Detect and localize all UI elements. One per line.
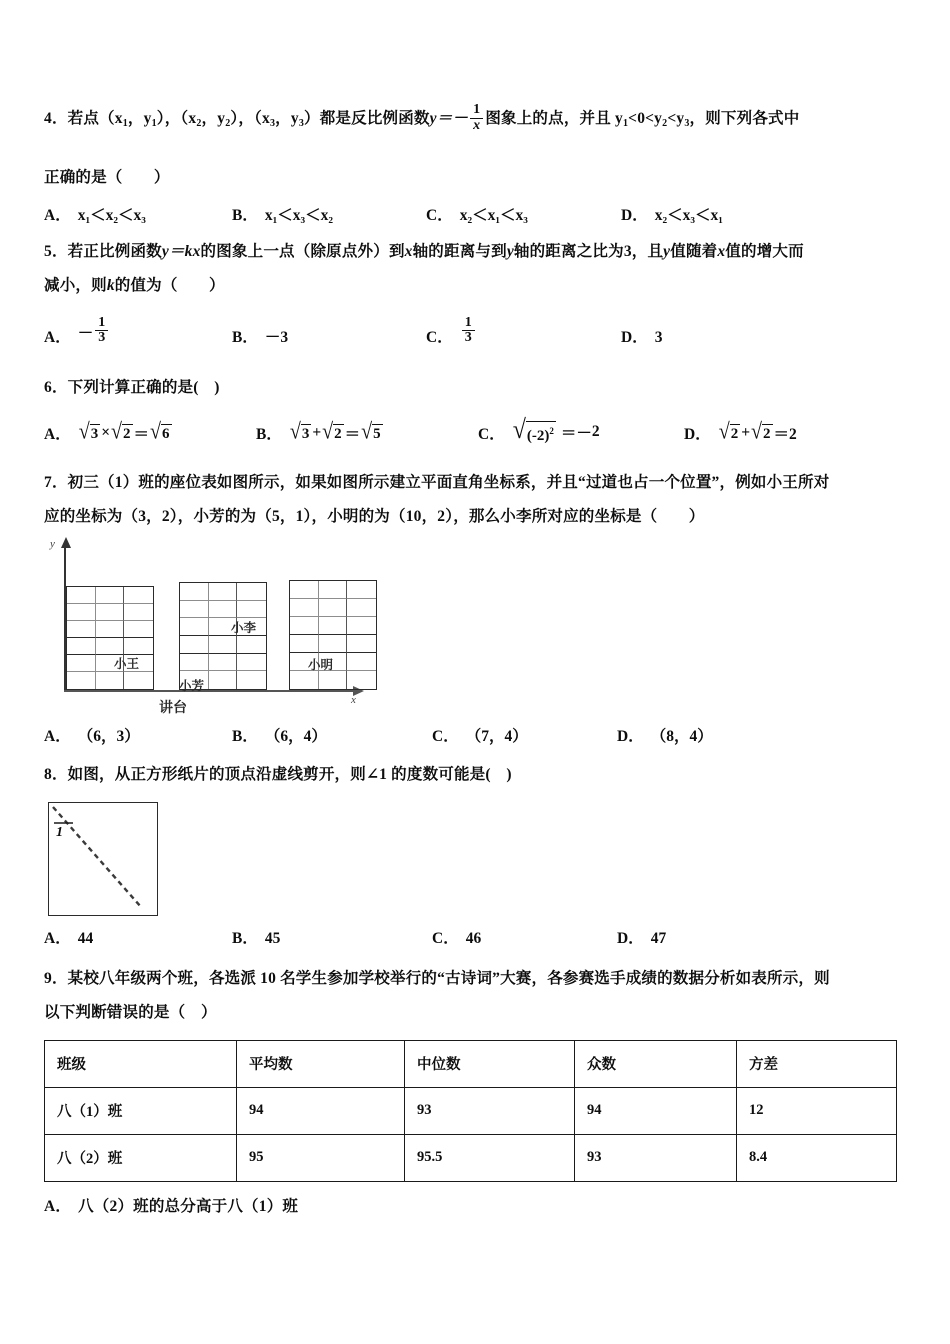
seat-cell	[209, 583, 238, 601]
x-axis-label: x	[351, 693, 356, 706]
q4-fraction	[470, 103, 483, 133]
q5-option-c-fraction	[462, 316, 475, 346]
sqrt-icon-a2: √ 2	[111, 419, 131, 445]
sqrt-icon-c1: √ $(-2)^2$	[512, 415, 554, 445]
q4-sub-6: 3	[298, 117, 305, 129]
q4-text-a: 4．若点（x	[44, 110, 123, 127]
q5-l2-seg-2: k	[106, 276, 115, 294]
q9-option-a-text: 八（2）班的总分高于八（1）班	[78, 1197, 299, 1215]
y-axis-label: y	[50, 537, 55, 550]
seat-cell	[237, 671, 266, 689]
q5-option-a-sign: －	[77, 324, 94, 342]
q4-text-d1: ），（x	[230, 110, 270, 127]
seat-cell	[237, 636, 266, 654]
q5-option-d-label: D．	[621, 328, 648, 346]
q7-option-a-label: A．	[44, 727, 71, 745]
seat-cell	[124, 621, 153, 638]
seat-cell	[124, 604, 153, 621]
q6-c-eq: ＝－	[560, 425, 592, 443]
table-header-mode: 众数	[575, 1040, 737, 1087]
q5-c-frac-numerator: 1	[464, 314, 472, 330]
cell-mean-2: 95	[237, 1134, 405, 1181]
question-9-stem-line2: 以下判断错误的是（ ）	[44, 1003, 217, 1021]
q6-option-b-label: B．	[256, 425, 282, 443]
seat-block-left	[66, 586, 154, 690]
seat-cell	[237, 601, 266, 619]
q7-option-c[interactable]	[432, 724, 617, 746]
q5-a-frac-denominator: 3	[95, 330, 108, 346]
seat-cell	[67, 604, 96, 621]
q7-option-c-label: C．	[432, 727, 459, 745]
q4-sub-7: 1	[622, 117, 629, 129]
q4-text-c1: ），（x	[156, 110, 197, 127]
q9-option-a-label: A．	[44, 1197, 72, 1215]
q4-option-a-label: A．	[44, 206, 71, 224]
question-6-stem: 6．下列计算正确的是( )	[44, 378, 220, 396]
q6-option-c-expr	[512, 415, 600, 445]
q8-option-a[interactable]	[44, 926, 232, 948]
q5-seg-13: 值的增大而	[725, 242, 804, 260]
q5-c-frac-denominator: 3	[462, 330, 475, 346]
q7-option-c-text: （7，4）	[465, 727, 528, 745]
q4-option-b-text: x₁＜x₃＜x₂	[264, 206, 334, 224]
table-header-variance: 方差	[737, 1040, 897, 1087]
seat-cell	[347, 671, 376, 689]
seat-cell	[180, 654, 209, 672]
q5-seg-11: 值随着	[670, 242, 718, 260]
seat-cell	[209, 654, 238, 672]
sqrt-icon-d2: √ 2	[751, 419, 771, 445]
seat-cell	[290, 671, 319, 689]
q6-option-b[interactable]	[256, 419, 478, 445]
q5-a-frac-numerator: 1	[98, 314, 106, 330]
q4-option-c[interactable]	[426, 203, 621, 225]
sqrt-icon-b3: √ 5	[361, 419, 381, 445]
q7-option-b-text: （6，4）	[264, 727, 327, 745]
sqrt-icon-a3: √ 6	[150, 419, 170, 445]
q6-option-a[interactable]	[44, 419, 256, 445]
q4-ineq-2: <y	[667, 110, 685, 127]
cell-class-1: 八（1）班	[45, 1087, 237, 1134]
q6-option-c[interactable]	[478, 415, 684, 445]
q6-option-a-expr	[78, 419, 173, 445]
question-9-stem-line1: 9．某校八年级两个班，各选派 10 名学生参加学校举行的“古诗词”大赛，各参赛选手成绩的数据分析如表所示，则	[44, 969, 830, 987]
q4-sub-9: 3	[684, 117, 690, 129]
seat-cell	[290, 617, 319, 635]
seat-cell	[209, 601, 238, 619]
question-4-stem-line2: 正确的是（ ）	[44, 168, 170, 186]
q5-option-b-label: B．	[232, 328, 258, 346]
table-row	[45, 1087, 897, 1134]
seat-cell	[319, 581, 348, 599]
cell-median-1: 93	[405, 1087, 575, 1134]
question-6-options	[44, 415, 906, 445]
q5-option-c-label: C．	[426, 328, 453, 346]
q6-c-rad-inner: (-2)	[526, 427, 550, 444]
q4-ineq-3: ，则下列各式中	[689, 110, 800, 127]
q4-after-func: 图象上的点，并且 y	[485, 110, 623, 127]
q8-option-b-label: B．	[232, 929, 258, 947]
q5-option-a[interactable]	[44, 314, 232, 347]
seat-cell	[96, 672, 125, 689]
seat-cell	[67, 587, 96, 604]
q6-b-eq: ＝	[344, 425, 361, 443]
seat-cell	[96, 587, 125, 604]
seat-cell	[319, 671, 348, 689]
question-5-options	[44, 314, 906, 347]
seat-label-xiaoming: 小明	[308, 657, 334, 672]
seat-cell	[347, 617, 376, 635]
q6-b-rad2: 2	[334, 425, 342, 442]
q6-a-rad1: 3	[90, 425, 99, 442]
q8-option-c-text: 46	[465, 929, 482, 947]
q4-text-e: ）都是反比例函数	[304, 110, 430, 127]
question-5-stem-line2	[44, 269, 906, 303]
seat-label-xiaofang: 小芳	[179, 678, 205, 693]
q6-d-op: +	[741, 423, 751, 441]
podium-label: 讲台	[159, 700, 187, 716]
q5-option-c[interactable]	[426, 314, 621, 347]
q7-option-b[interactable]	[232, 724, 432, 746]
cell-mean-1: 94	[237, 1087, 405, 1134]
q5-seg-10: y	[663, 242, 671, 260]
question-4-stem	[44, 96, 906, 147]
q8-option-c-label: C．	[432, 929, 459, 947]
q6-option-a-label: A．	[44, 425, 71, 443]
page-content	[44, 96, 906, 1224]
question-9-option-a[interactable]	[44, 1190, 906, 1224]
q6-option-d-expr	[718, 419, 797, 445]
cell-class-2: 八（2）班	[45, 1134, 237, 1181]
x-axis	[64, 690, 354, 692]
cut-dashed-line-svg	[49, 803, 159, 917]
q6-c-rad-exponent: 2	[549, 425, 554, 436]
q5-seg-1: 5．若正比例函数	[44, 242, 162, 260]
q4-sub-2: 1	[151, 117, 157, 129]
cell-median-2: 95.5	[405, 1134, 575, 1181]
q8-option-d[interactable]	[617, 926, 797, 948]
q4-sub-8: 2	[662, 117, 668, 129]
seat-cell	[347, 599, 376, 617]
q5-option-a-value	[77, 314, 111, 347]
q5-seg-9: ，且	[631, 242, 664, 260]
cell-variance-1: 12	[737, 1087, 897, 1134]
q4-option-b[interactable]	[232, 203, 426, 225]
seat-cell	[209, 671, 238, 689]
seat-cell	[96, 638, 125, 655]
q6-b-rad3: 5	[373, 425, 381, 442]
dashed-cut-line	[53, 807, 141, 907]
q4-text-b2: ，y	[201, 110, 226, 127]
seat-cell	[124, 638, 153, 655]
seat-cell	[180, 618, 209, 636]
seat-cell	[96, 604, 125, 621]
q8-option-d-text: 47	[650, 929, 667, 947]
cell-mode-1: 94	[575, 1087, 737, 1134]
q8-option-b-text: 45	[264, 929, 281, 947]
seat-cell	[180, 636, 209, 654]
q6-c-tail: 2	[591, 423, 600, 441]
question-5-stem-line1	[44, 235, 906, 269]
q4-sub-3: 2	[196, 117, 202, 129]
q4-option-c-text: x₂＜x₁＜x₃	[459, 206, 528, 224]
seat-cell	[319, 617, 348, 635]
seat-cell	[290, 581, 319, 599]
seat-cell	[347, 635, 376, 653]
q6-option-d-label: D．	[684, 425, 711, 443]
sqrt-icon-b2: √ 2	[322, 419, 342, 445]
seat-cell	[67, 638, 96, 655]
question-7-stem-line2: 应的坐标为（3，2），小芳的为（5，1），小明的为（10，2），那么小李所对应的坐标是（ ）	[44, 507, 705, 525]
q5-seg-5: 轴的距离与到	[412, 242, 507, 260]
q4-frac-numerator: 1	[473, 102, 481, 118]
q4-sub-1: 1	[122, 117, 128, 129]
table-header-row	[45, 1040, 897, 1087]
q7-option-a[interactable]	[44, 724, 232, 746]
q6-option-d[interactable]	[684, 419, 884, 445]
seat-cell	[180, 583, 209, 601]
cell-variance-2: 8.4	[737, 1134, 897, 1181]
q6-option-c-label: C．	[478, 425, 505, 443]
q4-func-prefix: y＝－	[429, 110, 469, 127]
seat-cell	[67, 655, 96, 672]
q4-option-d[interactable]	[621, 203, 801, 225]
q5-seg-2: y＝kx	[161, 242, 201, 260]
seat-cell	[319, 599, 348, 617]
seat-cell	[290, 635, 319, 653]
q7-option-a-text: （6，3）	[77, 727, 140, 745]
seat-cell	[124, 672, 153, 689]
q6-a-op: ×	[101, 423, 111, 441]
q4-sub-4: 2	[225, 117, 231, 129]
q5-seg-7: 轴的距离之比为	[513, 242, 624, 260]
q4-option-d-label: D．	[621, 206, 648, 224]
q7-option-d[interactable]	[617, 724, 797, 746]
table-row	[45, 1134, 897, 1181]
q5-option-d[interactable]	[621, 325, 801, 347]
q8-option-c[interactable]	[432, 926, 617, 948]
table-header-median: 中位数	[405, 1040, 575, 1087]
q4-sub-5: 3	[269, 117, 276, 129]
q5-seg-12: x	[717, 242, 726, 260]
q5-seg-3: 的图象上一点（除原点外）到	[200, 242, 405, 260]
seat-cell	[347, 581, 376, 599]
seat-cell	[180, 601, 209, 619]
q7-option-b-label: B．	[232, 727, 258, 745]
q5-option-a-fraction	[95, 316, 108, 346]
q8-option-a-text: 44	[77, 929, 94, 947]
q6-b-op: +	[312, 423, 322, 441]
q4-option-a[interactable]	[44, 203, 232, 225]
q6-a-eq: ＝	[133, 425, 150, 443]
square-paper-figure	[48, 802, 158, 916]
q8-option-d-label: D．	[617, 929, 644, 947]
question-8-stem: 8．如图，从正方形纸片的顶点沿虚线剪开，则∠1 的度数可能是( )	[44, 765, 512, 783]
seat-cell	[209, 636, 238, 654]
question-8-options	[44, 926, 906, 948]
seat-cell	[124, 587, 153, 604]
seat-cell	[237, 654, 266, 672]
seat-label-xiaoli: 小李	[231, 620, 257, 635]
q6-a-rad3: 6	[162, 425, 170, 442]
q4-text-b3: ，y	[275, 110, 299, 127]
q5-seg-6: y	[506, 242, 514, 260]
q5-option-a-label: A．	[44, 328, 71, 346]
q6-a-rad2: 2	[123, 425, 131, 442]
q6-d-rad2: 2	[763, 425, 771, 442]
q5-l2-seg-1: 减小，则	[44, 276, 107, 294]
q7-option-d-text: （8，4）	[650, 727, 713, 745]
q5-seg-8: 3	[623, 242, 632, 260]
question-7-options	[44, 724, 906, 746]
q5-seg-4: x	[404, 242, 413, 260]
seat-block-middle	[179, 582, 267, 690]
cell-mode-2: 93	[575, 1134, 737, 1181]
q5-option-d-text: 3	[654, 328, 663, 346]
table-header-mean: 平均数	[237, 1040, 405, 1087]
q4-ineq-1: <0<y	[628, 110, 663, 127]
q5-option-b-text: －3	[264, 328, 289, 346]
sqrt-icon-a1: √ 3	[78, 419, 99, 445]
seat-cell	[347, 653, 376, 671]
q4-option-a-text: x₁＜x₂＜x₃	[77, 206, 146, 224]
question-7-stem-line1: 7．初三（1）班的座位表如图所示，如果如图所示建立平面直角坐标系，并且“过道也占一个位置”，例如小王所对	[44, 473, 830, 491]
seat-cell	[237, 583, 266, 601]
question-4-options	[44, 203, 906, 225]
q6-option-b-expr	[289, 419, 384, 445]
sqrt-icon-b1: √ 3	[289, 419, 310, 445]
sqrt-icon-d1: √ 2	[718, 419, 739, 445]
q6-b-rad1: 3	[301, 425, 310, 442]
seat-cell	[96, 621, 125, 638]
q7-option-d-label: D．	[617, 727, 644, 745]
q4-text-b1: ，y	[127, 110, 152, 127]
seat-cell	[319, 635, 348, 653]
q4-option-d-text: x₂＜x₃＜x₁	[654, 206, 723, 224]
q5-option-c-value	[460, 314, 477, 347]
q5-l2-seg-3: 的值为（ ）	[114, 276, 225, 294]
q8-option-b[interactable]	[232, 926, 432, 948]
score-statistics-table	[44, 1040, 897, 1182]
seat-label-xiaowang: 小王	[114, 656, 140, 671]
q5-option-b[interactable]	[232, 325, 426, 347]
seat-block-right	[289, 580, 377, 690]
q4-option-c-label: C．	[426, 206, 453, 224]
seat-cell	[67, 672, 96, 689]
seat-cell	[290, 599, 319, 617]
angle-1-label: 1	[56, 824, 63, 840]
q8-option-a-label: A．	[44, 929, 71, 947]
q4-option-b-label: B．	[232, 206, 258, 224]
seating-chart-figure	[46, 538, 376, 718]
q4-frac-denominator: x	[470, 118, 483, 134]
table-header-class: 班级	[45, 1040, 237, 1087]
q6-d-eq: ＝2	[773, 425, 797, 443]
q6-d-rad1: 2	[730, 425, 739, 442]
seat-cell	[67, 621, 96, 638]
